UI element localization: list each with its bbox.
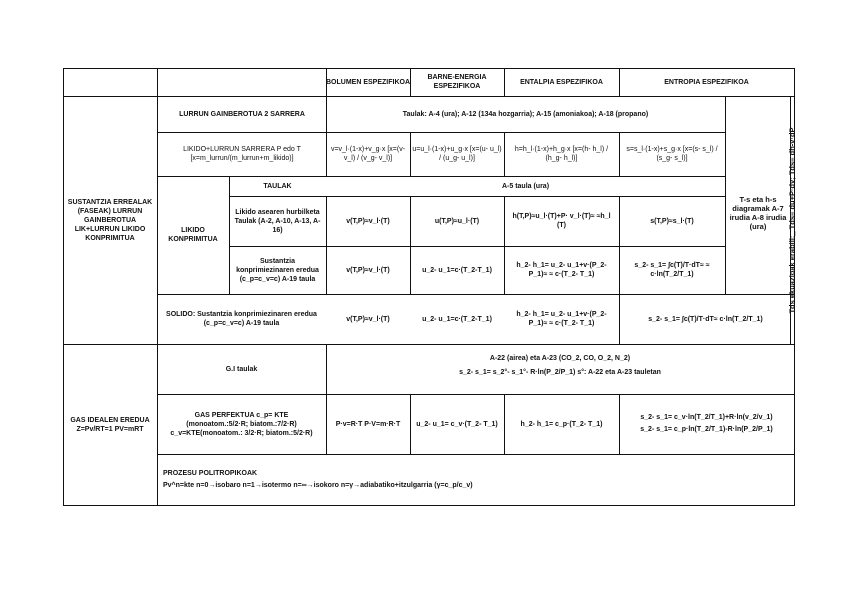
perf-volume: P·v=R·T P·V=m·R·T: [335, 420, 401, 428]
sust-volume: v(T,P)≈v_l·(T): [346, 266, 390, 274]
mix-label: LIKIDO+LURRUN SARRERA P edo T [x=m_lurrun/(m_lurrun+m_likido)]: [183, 146, 301, 162]
perf-enthalpy: h_2- h_1= c_p·(T_2- T_1): [520, 420, 603, 428]
sust-enthalpy: h_2- h_1= u_2- u_1+v·(P_2- P_1)≈ ≈ c·(T_2- T_1): [516, 262, 607, 278]
solido-entropy: s_2- s_1= ∫c(T)/T·dT≈ c·ln(T_2/T_1): [648, 315, 763, 323]
group-ideal-gas: GAS IDEALEN EREDUA Z=Pv/RT=1 PV=mRT: [70, 417, 150, 433]
header-bolumen: BOLUMEN ESPEZIFIKOA: [326, 78, 411, 86]
perf-entropy-2: s_2- s_1= c_p·ln(T_2/T_1)-R·ln(P_2/P_1): [640, 426, 773, 433]
asearen-label: Likido asearen hurbilketa Taulak (A-2, A-10, A-13, A-16): [234, 208, 321, 234]
tds-side-note: Tds ekuazioak erabili:_ Tds= du+P·dv; Tds= dh-v·dP: [787, 126, 797, 314]
mix-volume: v=v_l·(1-x)+v_g·x [x=(v- v_l) / (v_g- v_l)]: [330, 146, 406, 162]
gi-line1: A-22 (airea) eta A-23 (CO_2, CO, O_2, N_2): [489, 354, 631, 362]
asearen-energy: u(T,P)≈u_l·(T): [434, 217, 480, 225]
mix-entropy: s=s_l·(1-x)+s_g·x [x=(s- s_l) / (s_g- s_l)]: [626, 146, 718, 162]
taulak-label: TAULAK: [263, 182, 292, 190]
perf-entropy-1: s_2- s_1= c_v·ln(T_2/T_1)+R·ln(v_2/v_1): [640, 414, 773, 421]
header-barne-energia: BARNE-ENERGIA ESPEZIFIKOA: [427, 74, 487, 90]
mix-enthalpy: h=h_l·(1-x)+h_g·x [x=(h- h_l) / (h_g- h_l)]: [514, 146, 609, 162]
asearen-volume: v(T,P)≈v_l·(T): [346, 217, 390, 225]
solido-volume: v(T,P)≈v_l·(T): [346, 315, 390, 323]
sust-label: Sustantzia konprimiezinaren eredua (c_p=c_v=c) A-19 taula: [236, 257, 319, 283]
header-entropia: ENTROPIA ESPEZIFIKOA: [664, 78, 749, 86]
gi-line2: s_2- s_1= s_2°- s_1°- R·ln(P_2/P_1) s°: A-22 eta A-23 tauletan: [459, 368, 661, 376]
sust-entropy: s_2- s_1= ∫c(T)/T·dT≈ ≈ c·ln(T_2/T_1): [634, 262, 710, 278]
mix-energy: u=u_l·(1-x)+u_g·x [x=(u- u_l) / (u_g- u_l)]: [412, 146, 502, 162]
taulak-value: A-5 taula (ura): [501, 182, 550, 190]
solido-energy: u_2- u_1=c·(T_2-T_1): [422, 315, 492, 323]
header-entalpia: ENTALPIA ESPEZIFIKOA: [520, 78, 603, 86]
solido-label: SOLIDO: Sustantzia konprimiezinaren eredua (c_p=c_v=c) A-19 taula: [166, 311, 317, 327]
lurrun-tables: Taulak: A-4 (ura); A-12 (134a hozgarria); A-15 (amoniakoa); A-18 (propano): [402, 110, 649, 118]
asearen-entropy: s(T,P)≈s_l·(T): [650, 217, 694, 225]
perf-label: GAS PERFEKTUA c_p= KTE (monoatom.:5/2·R; biatom.:7/2·R) c_v=KTE(monoatom.: 3/2·R; biatom.:5/2·R): [170, 411, 313, 437]
lurrun-label: LURRUN GAINBEROTUA 2 SARRERA: [179, 110, 305, 118]
tds-side-note-wrap: [787, 96, 797, 344]
prozesu-title: PROZESU POLITROPIKOAK: [163, 469, 258, 477]
solido-enthalpy: h_2- h_1= u_2- u_1+v·(P_2- P_1)≈ ≈ c·(T_2- T_1): [516, 311, 607, 327]
thermo-table: [63, 68, 795, 506]
sust-energy: u_2- u_1=c·(T_2-T_1): [422, 266, 492, 274]
prozesu-line: Pv^n=kte n=0→isobaro n=1→isotermo n=∞→isokoro n=γ→adiabatiko+itzulgarria (γ=c_p/c_v): [163, 481, 473, 489]
asearen-enthalpy: h(T,P)≈u_l·(T)+P· v_l·(T)≈ ≈h_l (T): [512, 213, 611, 229]
ts-diagram-note: T-s eta h-s diagramak A-7 irudia A-8 irudia (ura): [729, 195, 787, 231]
perf-energy: u_2- u_1= c_v·(T_2- T_1): [416, 420, 498, 428]
group-real-substances: SUSTANTZIA ERREALAK (FASEAK) LURRUN GAINBEROTUA LIK+LURRUN LIKIDO KONPRIMITUA: [67, 198, 153, 242]
gi-label: G.I taulak: [225, 365, 258, 373]
likido-label: LIKIDO KONPRIMITUA: [168, 227, 218, 243]
